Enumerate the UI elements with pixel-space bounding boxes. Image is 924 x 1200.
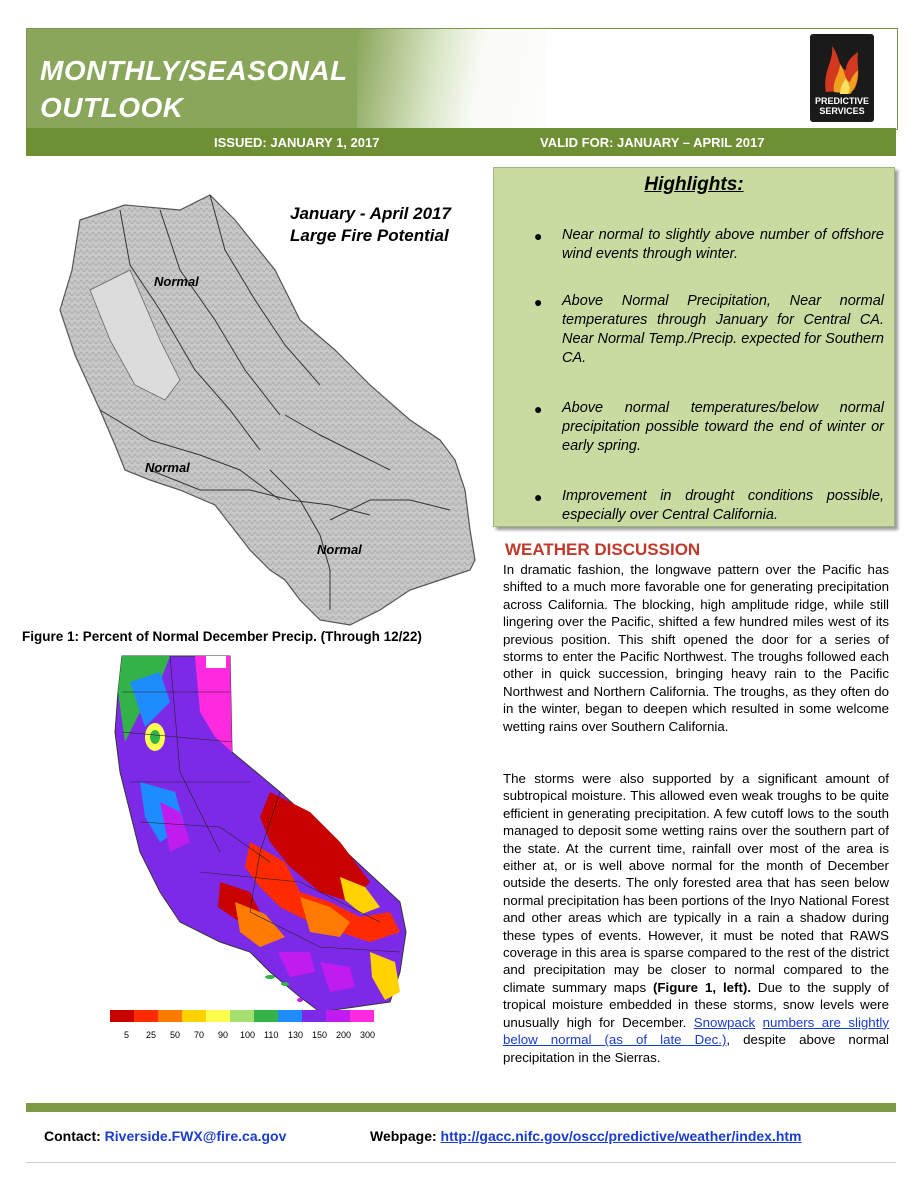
issued-date: ISSUED: JANUARY 1, 2017: [214, 135, 380, 150]
weather-paragraph-1: In dramatic fashion, the longwave pattern over the Pacific has shifted to a much more favorable one for generating precipitation across California. The blocking, high amplitude ridge, while still lingering over the Pacific, shifted a few hundred miles west of its previous position. This shift opened the door for a series of storms to enter the Pacific Northwest. The troughs followed each other in quick succession, bringing heavy rain to the Pacific Northwest and Northern California. The troughs, as they often do in the winter, began to deepen which resulted in some welcome wetting rains over Southern California.: [503, 562, 889, 734]
title-line-2: OUTLOOK: [40, 92, 184, 123]
weather-paragraph-2: [503, 770, 889, 1066]
bullet-icon: ●: [534, 489, 543, 505]
legend-tick: 300: [360, 1030, 376, 1040]
bullet-icon: ●: [534, 401, 543, 417]
highlight-item: Improvement in drought conditions possible, especially over Central California.: [562, 488, 884, 523]
title-line-1: MONTHLY/SEASONAL: [40, 55, 348, 86]
bullet-icon: ●: [534, 294, 543, 310]
legend-tick: 50: [170, 1030, 181, 1040]
legend-tick: 5: [124, 1030, 130, 1040]
bullet-icon: ●: [534, 228, 543, 244]
contact: [44, 1128, 286, 1144]
legend-tick: 90: [218, 1030, 229, 1040]
snowpack-link[interactable]: Snowpack: [693, 1014, 756, 1030]
para2-text-start: The storms were also supported by a significant amount of subtropical moisture. This allowed even weak troughs to be quite efficient in generating precipitation. A few cutoff lows to the south managed to deposit some wetting rains over the southern part of the state. At the current time, rainfall over most of the area is either at, or is well above normal for the month of December outside the deserts. The only forested area that has seen below normal precipitation has been portions of the Inyo National Forest and other areas which are typically in a rain a shadow during these types of events. However, it must be noted that RAWS coverage in this area is sparse compared to the rest of the district and precipitation may be closer to normal compared to the climate summary maps: [503, 771, 889, 995]
contact-email-link[interactable]: Riverside.FWX@fire.ca.gov: [104, 1128, 287, 1144]
legend-tick: 150: [312, 1030, 328, 1040]
snowpack-numbers-link[interactable]: numbers are slightly below normal (as of late Dec.): [503, 1014, 889, 1048]
logo-line-2: SERVICES: [819, 106, 865, 116]
legend-tick: 100: [240, 1030, 256, 1040]
legend-tick: 110: [264, 1030, 279, 1040]
issue-bar: [26, 128, 896, 156]
precip-map: [100, 652, 420, 1022]
highlights-title: Highlights:: [644, 174, 744, 195]
legend-ticks: [100, 1030, 420, 1044]
figure-caption: Figure 1: Percent of Normal December Precip. (Through 12/22): [22, 629, 422, 644]
footer-bar: [26, 1103, 896, 1112]
map-label-normal-north: Normal: [154, 274, 199, 289]
fire-map-title-line-1: January - April 2017: [290, 204, 451, 223]
highlight-item: Above normal temperatures/below normal precipitation possible toward the end of winter or early spring.: [562, 400, 884, 454]
highlight-item: Above Normal Precipitation, Near normal temperatures through January for Central CA. Near Normal Temp./Precip. expected for Southern CA.: [562, 293, 884, 366]
legend-tick: 25: [146, 1030, 157, 1040]
legend-tick: 130: [288, 1030, 304, 1040]
legend-tick: 200: [336, 1030, 352, 1040]
fire-map-title-line-2: Large Fire Potential: [290, 226, 449, 245]
valid-period: VALID FOR: JANUARY – APRIL 2017: [540, 135, 765, 150]
contact-label: Contact:: [44, 1128, 105, 1144]
map-label-normal-central: Normal: [145, 460, 190, 475]
highlights-box: [493, 167, 895, 527]
para2-text-mid: Due to the supply of tropical moisture embedded in these storms, snow levels were unusually high for December.: [503, 979, 889, 1030]
webpage-label: Webpage:: [370, 1128, 441, 1144]
legend: [110, 1010, 374, 1022]
figure-reference: (Figure 1, left).: [653, 979, 752, 995]
page-title: [40, 52, 348, 126]
map-label-normal-south: Normal: [317, 542, 362, 557]
para2-text-end: , despite above normal precipitation in the Sierras.: [503, 1032, 889, 1065]
logo-text: [800, 96, 884, 116]
legend-tick: 70: [194, 1030, 205, 1040]
fire-map-title: [290, 203, 451, 247]
highlight-item: Near normal to slightly above number of offshore wind events through winter.: [562, 227, 884, 262]
webpage: [370, 1128, 802, 1144]
logo-line-1: PREDICTIVE: [814, 96, 869, 106]
weather-discussion-title: WEATHER DISCUSSION: [505, 540, 701, 559]
webpage-link[interactable]: http://gacc.nifc.gov/oscc/predictive/weather/index.htm: [440, 1128, 802, 1144]
